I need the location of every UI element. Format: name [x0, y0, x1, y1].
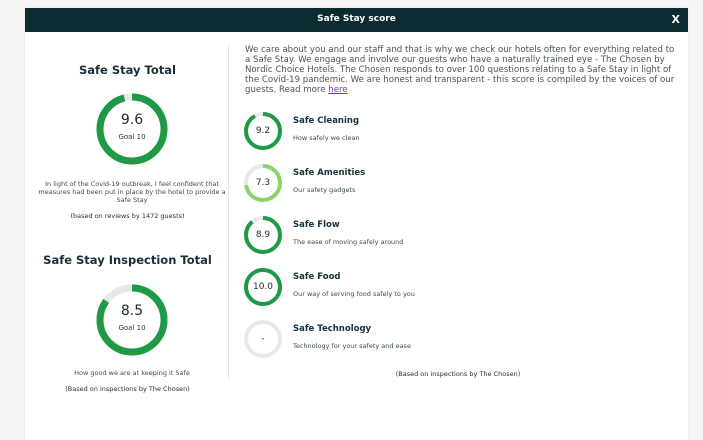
food-subtitle: Our way of serving food safely to you — [293, 290, 415, 298]
total-description: In light of the Covid-19 outbreak, I feel confident that measures had been put in place by the hotel to provide a Safe Stay — [38, 180, 226, 204]
cleaning-title: Safe Cleaning — [293, 116, 360, 126]
inspection-title: Safe Stay Inspection Total — [43, 253, 212, 267]
intro-paragraph — [245, 45, 678, 95]
total-score-value: 9.6 — [120, 112, 144, 128]
cleaning-ring — [243, 111, 283, 151]
flow-ring — [243, 215, 283, 255]
inspection-based-on: (Based on inspections by The Chosen) — [65, 385, 190, 393]
technology-title: Safe Technology — [293, 324, 372, 334]
category-item-technology — [243, 319, 663, 361]
amenities-score: 7.3 — [255, 178, 271, 188]
total-score-ring — [95, 92, 169, 166]
intro-text: We care about you and our staff and that is why we check our hotels often for everything related to a Safe Stay. We engage and involve our guests who have a naturally trained eye - The Chosen by Nordic Choice Hotels. The Chosen responds to over 100 questions relating to a Safe Stay in light of the Covid-19 pandemic. We are honest and transparent - this score is compiled by the voices of our guests. Read more — [245, 45, 675, 95]
close-button[interactable]: X — [671, 13, 680, 26]
modal-header — [25, 8, 688, 32]
flow-subtitle: The ease of moving safely around — [293, 238, 404, 246]
technology-subtitle: Technology for your safety and ease — [293, 342, 411, 350]
amenities-ring — [243, 163, 283, 203]
modal-title: Safe Stay score — [317, 14, 396, 24]
inspection-description: How good we are at keeping it Safe — [74, 369, 190, 377]
read-more-link[interactable]: here — [328, 85, 348, 95]
safe-stay-modal — [25, 8, 688, 440]
category-item-cleaning — [243, 111, 663, 153]
technology-ring — [243, 319, 283, 359]
total-based-on: (based on reviews by 1472 guests) — [70, 212, 185, 220]
categories-based-on: (Based on inspections by The Chosen) — [395, 370, 521, 378]
inspection-score-ring — [95, 283, 169, 357]
category-item-amenities — [243, 163, 663, 205]
flow-score: 8.9 — [255, 230, 271, 240]
amenities-subtitle: Our safety gadgets — [293, 186, 356, 194]
flow-title: Safe Flow — [293, 220, 340, 230]
food-score: 10.0 — [252, 282, 274, 292]
total-goal: Goal 10 — [118, 133, 146, 141]
cleaning-subtitle: How safely we clean — [293, 134, 360, 142]
technology-score: - — [261, 334, 265, 344]
category-item-food — [243, 267, 663, 309]
scores-summary — [25, 32, 230, 392]
food-title: Safe Food — [293, 272, 341, 282]
total-ring-progress — [100, 97, 164, 161]
column-divider — [228, 44, 229, 380]
amenities-title: Safe Amenities — [293, 168, 366, 178]
food-ring — [243, 267, 283, 307]
inspection-score-value: 8.5 — [120, 303, 144, 319]
category-item-flow — [243, 215, 663, 257]
inspection-goal: Goal 10 — [118, 324, 146, 332]
total-title: Safe Stay Total — [79, 63, 176, 77]
cleaning-score: 9.2 — [255, 126, 271, 136]
